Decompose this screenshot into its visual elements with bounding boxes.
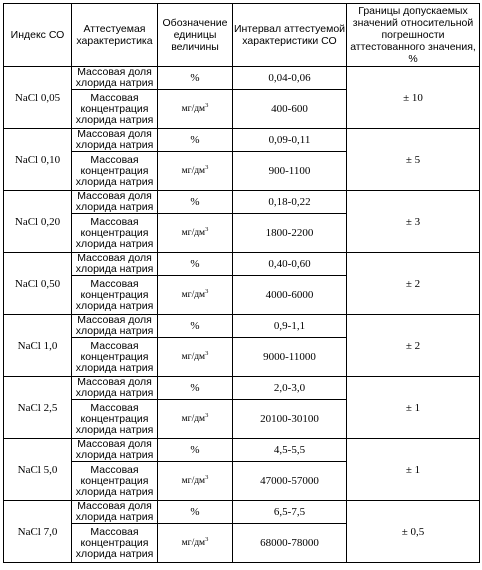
- interval-cell: 0,18-0,22: [233, 191, 347, 214]
- error-cell: ± 1: [347, 377, 480, 439]
- characteristic-cell: Массовая концентрация хлорида натрия: [72, 462, 158, 501]
- characteristic-cell: Массовая доля хлорида натрия: [72, 501, 158, 524]
- unit-exponent: 3: [205, 164, 209, 171]
- characteristic-cell: Массовая концентрация хлорида натрия: [72, 214, 158, 253]
- interval-cell: 0,40-0,60: [233, 253, 347, 276]
- unit-text: мг/дм: [181, 166, 206, 176]
- interval-cell: 4000-6000: [233, 276, 347, 315]
- interval-cell: 9000-11000: [233, 338, 347, 377]
- table-row: [4, 191, 480, 214]
- characteristic-cell: Массовая концентрация хлорида натрия: [72, 152, 158, 191]
- unit-exponent: 3: [205, 412, 209, 419]
- characteristic-cell: Массовая концентрация хлорида натрия: [72, 524, 158, 563]
- interval-cell: 400-600: [233, 90, 347, 129]
- characteristic-cell: Массовая концентрация хлорида натрия: [72, 276, 158, 315]
- table-row: [4, 253, 480, 276]
- characteristic-cell: Массовая доля хлорида натрия: [72, 129, 158, 152]
- reference-materials-table: [3, 3, 480, 563]
- error-cell: ± 1: [347, 439, 480, 501]
- unit-cell: [158, 524, 233, 563]
- characteristic-cell: Массовая доля хлорида натрия: [72, 439, 158, 462]
- header-index: Индекс СО: [4, 4, 72, 67]
- unit-text: мг/дм: [181, 228, 206, 238]
- interval-cell: 68000-78000: [233, 524, 347, 563]
- characteristic-cell: Массовая доля хлорида натрия: [72, 67, 158, 90]
- interval-cell: 0,9-1,1: [233, 315, 347, 338]
- unit-cell: %: [158, 191, 233, 214]
- characteristic-cell: Массовая доля хлорида натрия: [72, 191, 158, 214]
- header-unit: Обозначение единицы величины: [158, 4, 233, 67]
- unit-cell: %: [158, 315, 233, 338]
- interval-cell: 2,0-3,0: [233, 377, 347, 400]
- sample-index-cell: NaCl 5,0: [4, 439, 72, 501]
- unit-cell: [158, 276, 233, 315]
- table-body: [4, 67, 480, 563]
- table-row: [4, 377, 480, 400]
- unit-text: мг/дм: [181, 290, 206, 300]
- table-row: [4, 501, 480, 524]
- error-cell: ± 3: [347, 191, 480, 253]
- unit-cell: [158, 400, 233, 439]
- table-row: [4, 439, 480, 462]
- interval-cell: 47000-57000: [233, 462, 347, 501]
- characteristic-cell: Массовая концентрация хлорида натрия: [72, 338, 158, 377]
- characteristic-cell: Массовая доля хлорида натрия: [72, 377, 158, 400]
- unit-exponent: 3: [205, 350, 209, 357]
- header-error: Границы допускаемых значений относительной погрешности аттестованного значения, %: [347, 4, 480, 67]
- interval-cell: 0,09-0,11: [233, 129, 347, 152]
- sample-index-cell: NaCl 2,5: [4, 377, 72, 439]
- characteristic-cell: Массовая концентрация хлорида натрия: [72, 400, 158, 439]
- unit-exponent: 3: [205, 102, 209, 109]
- unit-cell: %: [158, 377, 233, 400]
- unit-text: мг/дм: [181, 538, 206, 548]
- unit-cell: %: [158, 439, 233, 462]
- interval-cell: 6,5-7,5: [233, 501, 347, 524]
- unit-text: мг/дм: [181, 352, 206, 362]
- table-row: [4, 129, 480, 152]
- unit-cell: %: [158, 129, 233, 152]
- characteristic-cell: Массовая доля хлорида натрия: [72, 315, 158, 338]
- interval-cell: 1800-2200: [233, 214, 347, 253]
- unit-cell: [158, 214, 233, 253]
- unit-exponent: 3: [205, 288, 209, 295]
- unit-cell: [158, 462, 233, 501]
- unit-text: мг/дм: [181, 414, 206, 424]
- sample-index-cell: NaCl 0,20: [4, 191, 72, 253]
- unit-cell: [158, 152, 233, 191]
- unit-cell: [158, 90, 233, 129]
- table-row: [4, 315, 480, 338]
- unit-cell: %: [158, 253, 233, 276]
- unit-cell: %: [158, 67, 233, 90]
- unit-text: мг/дм: [181, 476, 206, 486]
- error-cell: ± 5: [347, 129, 480, 191]
- interval-cell: 900-1100: [233, 152, 347, 191]
- sample-index-cell: NaCl 0,05: [4, 67, 72, 129]
- sample-index-cell: NaCl 0,10: [4, 129, 72, 191]
- sample-index-cell: NaCl 1,0: [4, 315, 72, 377]
- interval-cell: 0,04-0,06: [233, 67, 347, 90]
- unit-cell: %: [158, 501, 233, 524]
- table-row: [4, 67, 480, 90]
- error-cell: ± 10: [347, 67, 480, 129]
- error-cell: ± 2: [347, 315, 480, 377]
- error-cell: ± 2: [347, 253, 480, 315]
- characteristic-cell: Массовая концентрация хлорида натрия: [72, 90, 158, 129]
- error-cell: ± 0,5: [347, 501, 480, 563]
- sample-index-cell: NaCl 7,0: [4, 501, 72, 563]
- interval-cell: 20100-30100: [233, 400, 347, 439]
- unit-exponent: 3: [205, 226, 209, 233]
- unit-text: мг/дм: [181, 104, 206, 114]
- table-header-row: [4, 4, 480, 67]
- unit-cell: [158, 338, 233, 377]
- characteristic-cell: Массовая доля хлорида натрия: [72, 253, 158, 276]
- header-interval: Интервал аттестуемой характеристики СО: [233, 4, 347, 67]
- unit-exponent: 3: [205, 474, 209, 481]
- unit-exponent: 3: [205, 536, 209, 543]
- interval-cell: 4,5-5,5: [233, 439, 347, 462]
- header-characteristic: Аттестуемая характеристика: [72, 4, 158, 67]
- sample-index-cell: NaCl 0,50: [4, 253, 72, 315]
